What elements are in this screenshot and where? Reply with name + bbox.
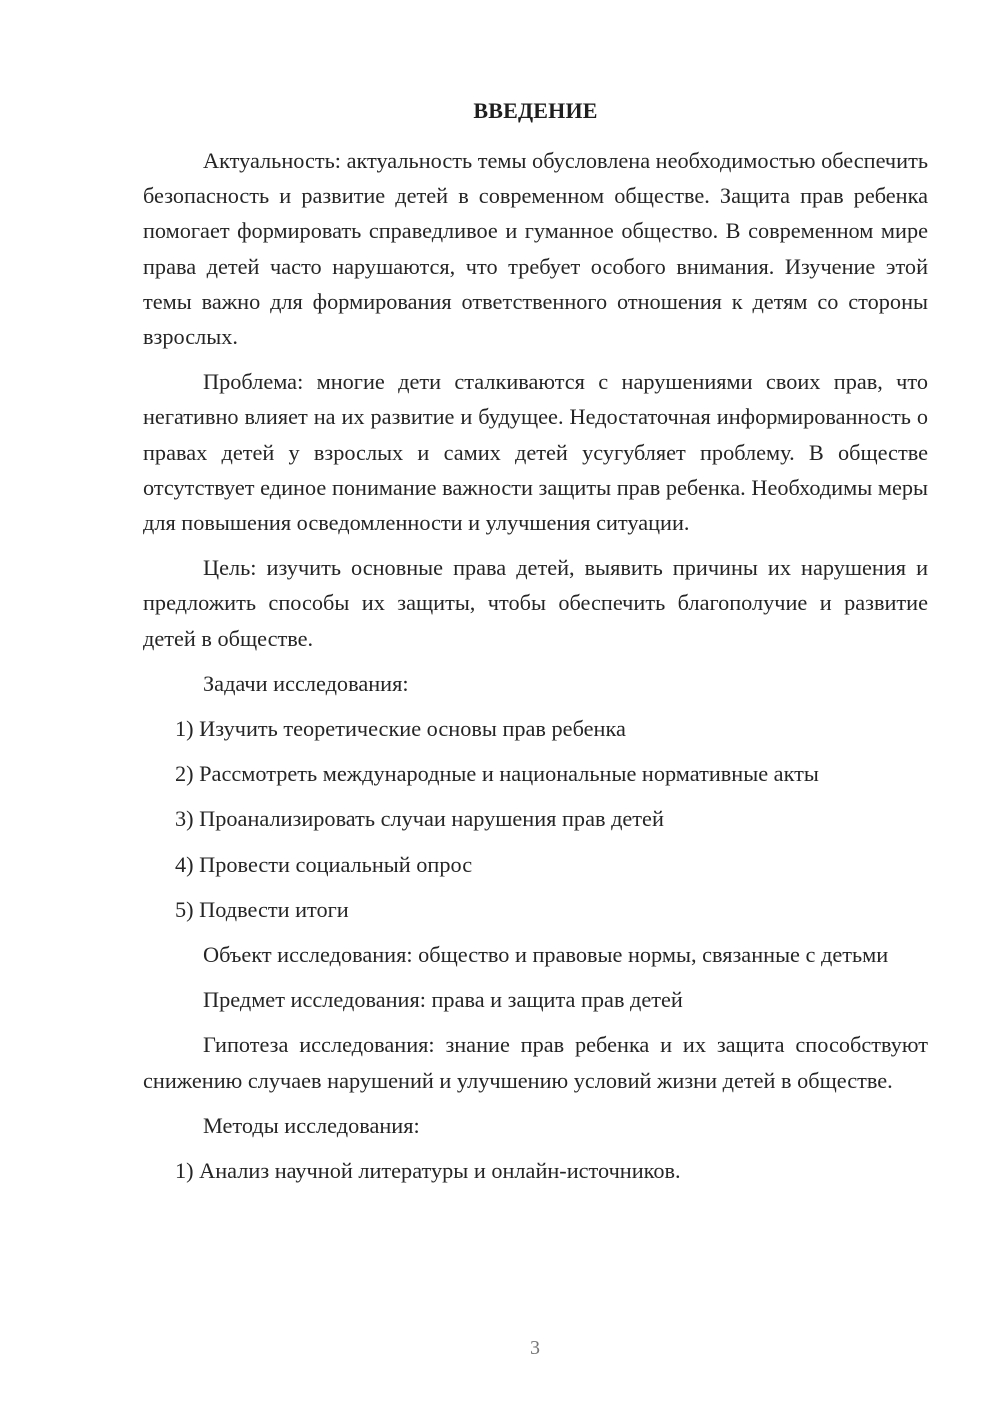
task-item-4: 4) Провести социальный опрос	[175, 851, 473, 877]
object-paragraph: Объект исследования: общество и правовые нормы, связанные с детьми	[203, 942, 889, 968]
hypothesis-paragraph: Гипотеза исследования: знание прав ребенка и их защита способствуют снижению случаев нарушений и улучшению условий жизни детей в обществе.	[143, 1032, 928, 1093]
tasks-heading: Задачи исследования:	[203, 670, 409, 696]
task-item-1: 1) Изучить теоретические основы прав ребенка	[175, 716, 626, 742]
section-title: ВВЕДЕНИЕ	[473, 98, 598, 123]
relevance-paragraph: Актуальность: актуальность темы обусловлена необходимостью обеспечить безопасность и развитие детей в современном обществе. Защита прав ребенка помогает формировать справедливое и гуманное общество. В современном мире права детей часто нарушаются, что требует особого внимания. Изучение этой темы важно для формирования ответственного отношения к детям со стороны взрослых.	[143, 148, 928, 350]
methods-heading: Методы исследования:	[203, 1112, 420, 1138]
page-content	[143, 93, 928, 1188]
goal-paragraph: Цель: изучить основные права детей, выявить причины их нарушения и предложить способы их защиты, чтобы обеспечить благополучие и развитие детей в обществе.	[143, 555, 928, 651]
task-item-2: 2) Рассмотреть международные и национальные нормативные акты	[175, 761, 819, 787]
subject-paragraph: Предмет исследования: права и защита прав детей	[203, 987, 683, 1013]
problem-paragraph: Проблема: многие дети сталкиваются с нарушениями своих прав, что негативно влияет на их развитие и будущее. Недостаточная информированность о правах детей у взрослых и самих детей усугубляет проблему. В обществе отсутствует единое понимание важности защиты прав ребенка. Необходимы меры для повышения осведомленности и улучшения ситуации.	[143, 369, 928, 536]
task-item-3: 3) Проанализировать случаи нарушения прав детей	[175, 806, 664, 832]
task-item-5: 5) Подвести итоги	[175, 896, 349, 922]
page-number: 3	[530, 1337, 540, 1359]
method-item-1: 1) Анализ научной литературы и онлайн-источников.	[175, 1158, 681, 1184]
